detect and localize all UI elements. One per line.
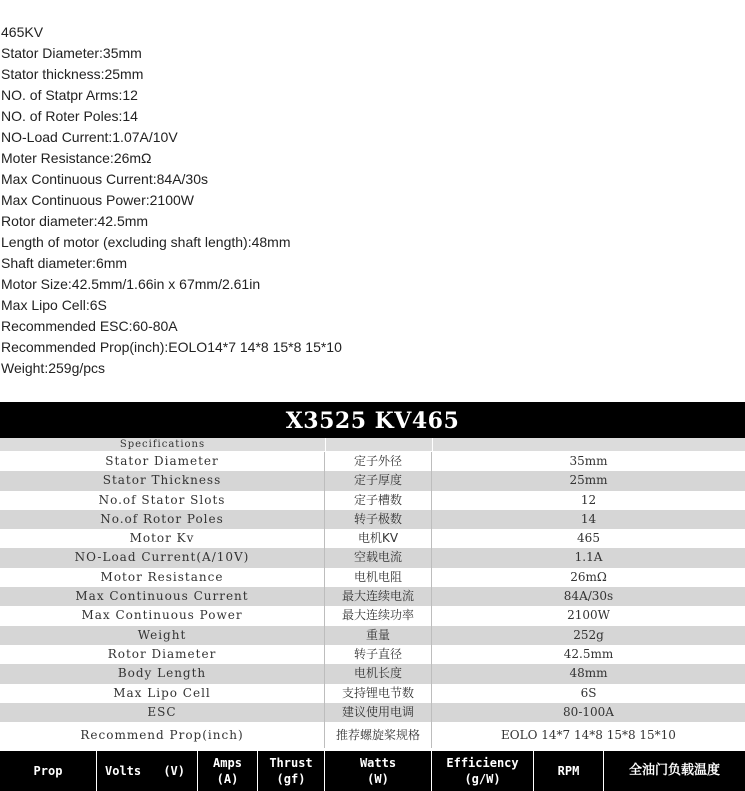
table-row bbox=[0, 684, 745, 703]
table-row bbox=[0, 626, 745, 645]
row-label-cn: 最大连续电流 bbox=[325, 587, 432, 606]
performance-header bbox=[0, 751, 745, 791]
watts-column-header: Watts (W) bbox=[325, 751, 432, 791]
spec-line: Motor Size:42.5mm/1.66in x 67mm/2.61in bbox=[1, 276, 261, 292]
spec-line: Weight:259g/pcs bbox=[1, 360, 106, 376]
row-label-cn: 电机电阻 bbox=[325, 568, 432, 587]
spec-line: Stator Diameter:35mm bbox=[1, 45, 142, 61]
row-value: 48mm bbox=[569, 666, 608, 681]
table-row bbox=[0, 452, 745, 471]
table-row bbox=[0, 529, 745, 548]
spec-line: NO. of Roter Poles:14 bbox=[1, 108, 138, 124]
row-value: 12 bbox=[580, 492, 597, 507]
specifications-header bbox=[0, 438, 745, 452]
specifications-label: Specifications bbox=[119, 439, 206, 450]
row-label-cn: 转子极数 bbox=[325, 510, 432, 529]
divider bbox=[432, 438, 433, 452]
row-label-cn: 空载电流 bbox=[325, 548, 432, 567]
row-value: 84A/30s bbox=[563, 589, 614, 604]
efficiency-column-header: Efficiency (g/W) bbox=[432, 751, 534, 791]
row-value: 465 bbox=[577, 531, 600, 546]
spec-line: Max Continuous Power:2100W bbox=[1, 192, 194, 208]
table-row bbox=[0, 664, 745, 683]
spec-table bbox=[0, 402, 745, 791]
thrust-column-header: Thrust (gf) bbox=[258, 751, 325, 791]
spec-line: Shaft diameter:6mm bbox=[1, 255, 128, 271]
row-value: 80-100A bbox=[563, 704, 614, 719]
row-value: 252g bbox=[573, 627, 604, 642]
row-value: 14 bbox=[580, 511, 597, 526]
rpm-column-header: RPM bbox=[534, 751, 604, 791]
table-row bbox=[0, 510, 745, 529]
table-row bbox=[0, 645, 745, 664]
row-value: 26mΩ bbox=[570, 569, 607, 584]
table-title: X3525 KV465 bbox=[0, 402, 745, 438]
table-row bbox=[0, 471, 745, 490]
spec-line: Max Continuous Current:84A/30s bbox=[1, 171, 208, 187]
spec-line: Rotor diameter:42.5mm bbox=[1, 213, 149, 229]
table-row bbox=[0, 587, 745, 606]
amps-column-header: Amps (A) bbox=[198, 751, 258, 791]
spec-line: Recommended ESC:60-80A bbox=[1, 318, 178, 334]
table-row bbox=[0, 722, 745, 748]
spec-line: Recommended Prop(inch):EOLO14*7 14*8 15*8 15*10 bbox=[1, 339, 342, 355]
row-label-en: Rotor Diameter bbox=[0, 645, 325, 664]
row-value: 2100W bbox=[567, 608, 610, 623]
row-value: 1.1A bbox=[574, 550, 603, 565]
row-label-en: Weight bbox=[0, 626, 325, 645]
row-label-en: No.of Rotor Poles bbox=[0, 510, 325, 529]
row-value: EOLO 14*7 14*8 15*8 15*10 bbox=[501, 728, 676, 743]
spec-line: NO-Load Current:1.07A/10V bbox=[1, 129, 178, 145]
row-label-cn: 推荐螺旋桨规格 bbox=[325, 722, 432, 748]
row-label-en: Max Continuous Power bbox=[0, 606, 325, 625]
row-label-en: Stator Diameter bbox=[0, 452, 325, 471]
spec-line: NO. of Statpr Arms:12 bbox=[1, 87, 138, 103]
divider bbox=[325, 438, 326, 452]
row-value: 42.5mm bbox=[563, 646, 614, 661]
row-label-cn: 定子厚度 bbox=[325, 471, 432, 490]
row-label-cn: 定子外径 bbox=[325, 452, 432, 471]
row-value: 6S bbox=[580, 685, 597, 700]
row-label-cn: 建议使用电调 bbox=[325, 703, 432, 722]
row-label-en: Motor Kv bbox=[0, 529, 325, 548]
table-row bbox=[0, 703, 745, 722]
prop-column-header: Prop bbox=[0, 751, 97, 791]
spec-line: 465KV bbox=[1, 24, 44, 40]
row-label-en: Recommend Prop(inch) bbox=[0, 722, 325, 748]
row-label-cn: 电机长度 bbox=[325, 664, 432, 683]
temperature-column-header: 全油门负载温度 bbox=[628, 763, 720, 778]
row-label-cn: 最大连续功率 bbox=[325, 606, 432, 625]
table-row bbox=[0, 548, 745, 567]
row-label-cn: 重量 bbox=[325, 626, 432, 645]
spec-line: Length of motor (excluding shaft length):48mm bbox=[1, 234, 291, 250]
table-row bbox=[0, 491, 745, 510]
spec-line: Max Lipo Cell:6S bbox=[1, 297, 107, 313]
row-label-cn: 定子槽数 bbox=[325, 491, 432, 510]
row-value: 35mm bbox=[569, 454, 608, 468]
row-label-en: ESC bbox=[0, 703, 325, 722]
row-label-en: Body Length bbox=[0, 664, 325, 683]
row-label-cn: 支持锂电节数 bbox=[325, 684, 432, 703]
row-label-cn: 电机KV bbox=[325, 529, 432, 548]
spec-text-list bbox=[1, 22, 342, 379]
row-label-en: Motor Resistance bbox=[0, 568, 325, 587]
row-label-en: Max Continuous Current bbox=[0, 587, 325, 606]
row-label-en: No.of Stator Slots bbox=[0, 491, 325, 510]
row-label-en: NO-Load Current(A/10V) bbox=[0, 548, 325, 567]
row-label-en: Max Lipo Cell bbox=[0, 684, 325, 703]
volts-column-header: Volts (V) bbox=[97, 751, 198, 791]
row-label-cn: 转子直径 bbox=[325, 645, 432, 664]
table-row bbox=[0, 606, 745, 625]
spec-line: Moter Resistance:26mΩ bbox=[1, 150, 152, 166]
spec-line: Stator thickness:25mm bbox=[1, 66, 144, 82]
row-label-en: Stator Thickness bbox=[0, 471, 325, 490]
table-row bbox=[0, 568, 745, 587]
row-value: 25mm bbox=[569, 473, 608, 488]
